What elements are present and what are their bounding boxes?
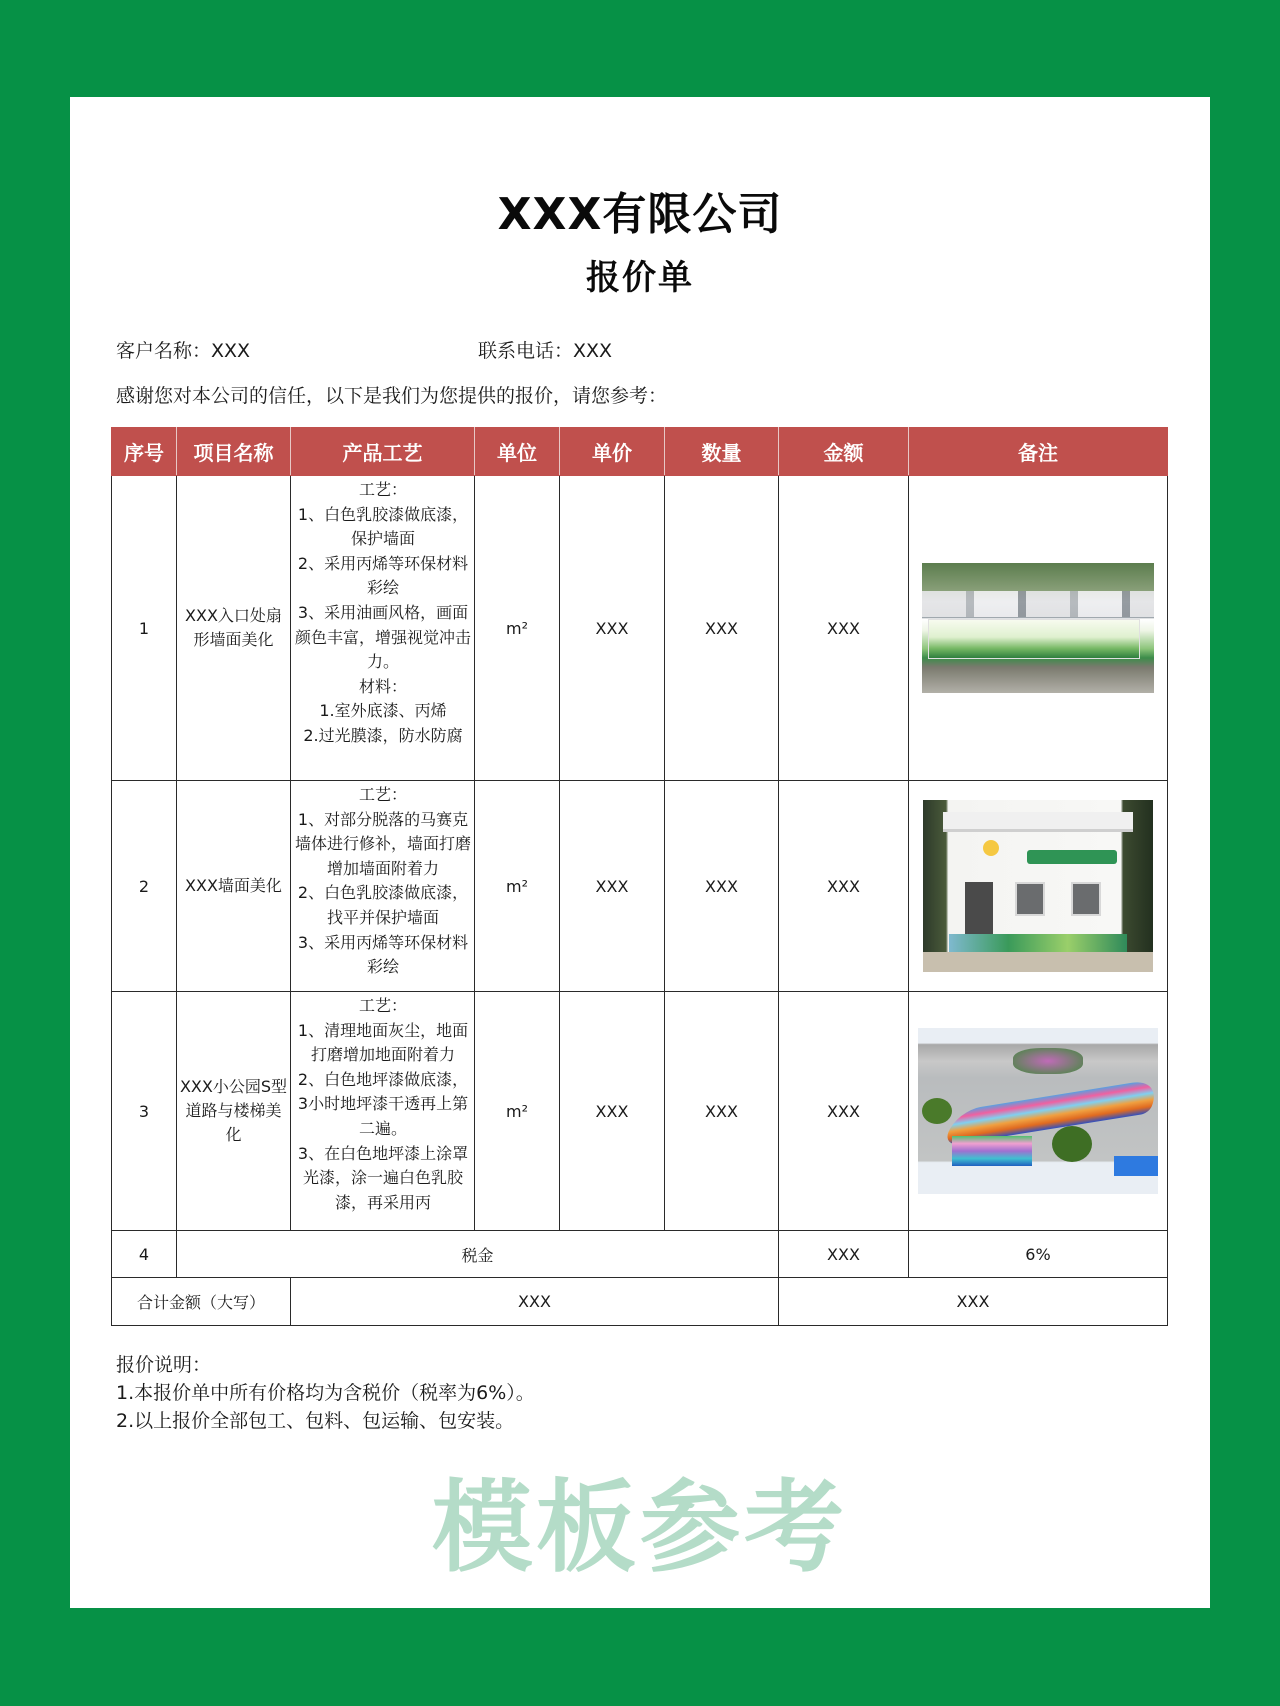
row-no: 3	[112, 992, 177, 1231]
document-title: 报价单	[586, 258, 694, 298]
col-header-no: 序号	[112, 428, 177, 476]
company-name: XXX有限公司	[497, 189, 783, 240]
row-qty: XXX	[665, 476, 779, 781]
row-remark	[909, 992, 1168, 1231]
col-header-qty: 数量	[665, 428, 779, 476]
wall-mural-photo	[922, 563, 1154, 693]
painted-building-photo	[923, 800, 1153, 972]
row-project-name: XXX小公园S型道路与楼梯美化	[177, 992, 291, 1231]
col-header-unit: 单位	[475, 428, 560, 476]
tax-rate: 6%	[909, 1231, 1168, 1278]
row-no: 1	[112, 476, 177, 781]
row-amount: XXX	[779, 781, 909, 992]
row-amount: XXX	[779, 992, 909, 1231]
row-craft: 工艺： 1、白色乳胶漆做底漆，保护墙面 2、采用丙烯等环保材料彩绘 3、采用油画风格，画面颜色丰富，增强视觉冲击力。 材料： 1.室外底漆、丙烯 2.过光膜漆，防水防腐	[291, 476, 475, 781]
quote-notes	[116, 1351, 535, 1435]
row-qty: XXX	[665, 992, 779, 1231]
row-unit: m²	[475, 992, 560, 1231]
row-price: XXX	[560, 992, 665, 1231]
table-row	[112, 476, 1168, 781]
table-header-row	[112, 428, 1168, 476]
quote-table	[111, 427, 1168, 1326]
tax-row-no: 4	[112, 1231, 177, 1278]
tax-row	[112, 1231, 1168, 1278]
note-item: 1.本报价单中所有价格均为含税价（税率为6%）。	[116, 1382, 535, 1404]
contact-phone: 联系电话：XXX	[478, 340, 613, 362]
row-price: XXX	[560, 781, 665, 992]
customer-name: 客户名称：XXX	[116, 340, 251, 362]
tax-amount: XXX	[779, 1231, 909, 1278]
note-item: 2.以上报价全部包工、包料、包运输、包安装。	[116, 1410, 515, 1432]
row-remark	[909, 781, 1168, 992]
row-qty: XXX	[665, 781, 779, 992]
row-remark	[909, 476, 1168, 781]
colorful-path-render	[918, 1028, 1158, 1194]
row-project-name: XXX墙面美化	[177, 781, 291, 992]
row-project-name: XXX入口处扇形墙面美化	[177, 476, 291, 781]
table-row	[112, 992, 1168, 1231]
notes-title: 报价说明：	[116, 1354, 212, 1376]
thanks-message: 感谢您对本公司的信任，以下是我们为您提供的报价，请您参考：	[116, 385, 668, 407]
row-craft: 工艺： 1、对部分脱落的马赛克墙体进行修补，墙面打磨增加墙面附着力 2、白色乳胶漆做底漆，找平并保护墙面 3、采用丙烯等环保材料彩绘	[291, 781, 475, 992]
col-header-amount: 金额	[779, 428, 909, 476]
row-amount: XXX	[779, 476, 909, 781]
template-watermark: 模板参考	[432, 1469, 848, 1586]
col-header-name: 项目名称	[177, 428, 291, 476]
total-number-value: XXX	[779, 1278, 1168, 1326]
total-label: 合计金额（大写）	[112, 1278, 291, 1326]
row-no: 2	[112, 781, 177, 992]
tax-label: 税金	[177, 1231, 779, 1278]
total-row	[112, 1278, 1168, 1326]
row-price: XXX	[560, 476, 665, 781]
row-unit: m²	[475, 781, 560, 992]
col-header-remark: 备注	[909, 428, 1168, 476]
row-unit: m²	[475, 476, 560, 781]
col-header-price: 单价	[560, 428, 665, 476]
total-uppercase-value: XXX	[291, 1278, 779, 1326]
col-header-craft: 产品工艺	[291, 428, 475, 476]
table-row	[112, 781, 1168, 992]
row-craft: 工艺： 1、清理地面灰尘，地面打磨增加地面附着力 2、白色地坪漆做底漆，3小时地坪漆干透再上第二遍。 3、在白色地坪漆上涂罩光漆，涂一遍白色乳胶漆，再采用丙	[291, 992, 475, 1231]
